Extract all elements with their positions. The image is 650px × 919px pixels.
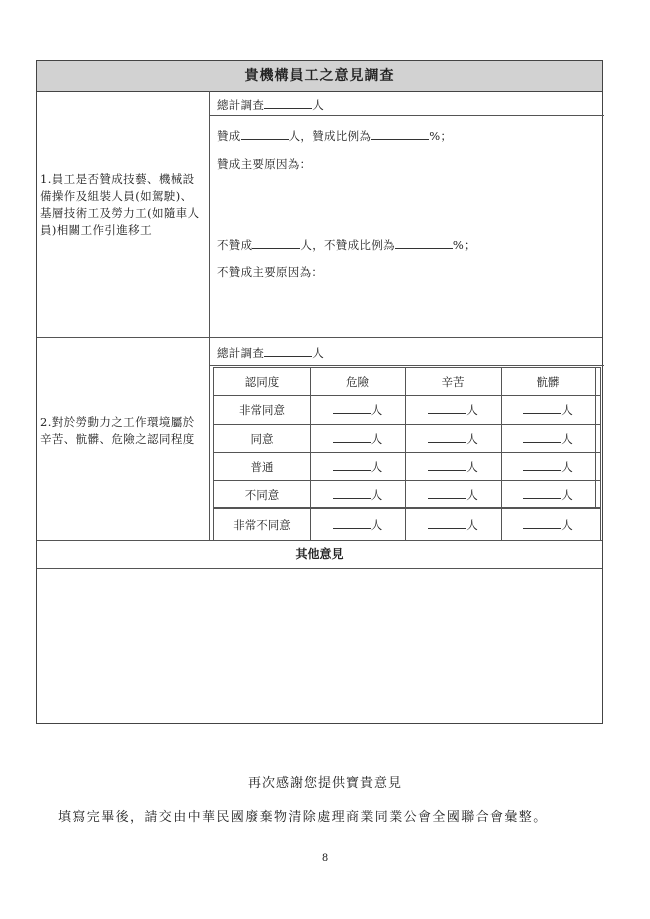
q1-total-prefix: 總計調查 [217,98,265,112]
q1-disagree-reason[interactable]: 不贊成主要原因為： [217,265,324,279]
row-divider [209,365,604,366]
q2-total-line [217,345,324,361]
agreement-table [213,367,601,509]
col-header-hardship: 辛苦 [441,375,465,389]
table-cell[interactable]: 人 [405,431,501,447]
q1-total-blank[interactable] [264,108,312,109]
instruction-text: 填寫完畢後，請交由中華民國廢棄物清除處理商業同業公會全國聯合會彙整。 [58,810,548,825]
q1-agree-count-blank[interactable] [241,139,289,140]
q1-disagree-line [217,237,476,253]
question-1: 1.員工是否贊成技藝、機械設備操作及組裝人員(如駕駛)、基層技術工及勞力工(如隨車人員)相關工作引進移工 [40,172,200,237]
table-cell[interactable]: 人 [501,402,595,418]
other-opinions-title: 其他意見 [295,547,344,561]
table-cell[interactable]: 人 [310,459,405,475]
table-cell[interactable]: 人 [405,459,501,475]
table-cell[interactable]: 人 [501,459,595,475]
other-opinions-area[interactable] [37,569,602,723]
row-label: 非常不同意 [233,518,291,532]
table-cell[interactable]: 人 [405,487,501,503]
form-header: 貴機構員工之意見調查 [37,61,602,92]
q2-total-suffix: 人 [312,346,325,360]
row-label: 不同意 [244,488,280,502]
col-header-danger: 危險 [346,375,369,389]
question-2: 2.對於勞動力之工作環境屬於辛苦、骯髒、危險之認同程度 [40,415,195,446]
q1-agree-line [217,128,452,144]
row-divider [209,115,604,116]
table-cell[interactable]: 人 [310,517,405,533]
column-divider [209,91,210,540]
table-cell[interactable]: 人 [310,487,405,503]
q1-disagree-count-blank[interactable] [252,248,300,249]
table-cell[interactable]: 人 [501,487,595,503]
q1-agree-ratio-blank[interactable] [371,139,429,140]
q1-disagree-mid: 人，不贊成比例為 [300,238,395,252]
q1-total-line [217,97,324,113]
table-cell[interactable]: 人 [501,431,595,447]
q1-total-suffix: 人 [312,98,325,112]
q1-disagree-ratio-blank[interactable] [395,248,453,249]
thanks-text: 再次感謝您提供寶貴意見 [247,776,402,791]
row-label: 非常同意 [239,403,285,417]
page-number: 8 [321,853,329,864]
table-cell[interactable]: 人 [501,517,595,533]
q2-total-prefix: 總計調查 [217,346,265,360]
section-divider [37,337,602,338]
row-label: 同意 [250,432,274,446]
q1-agree-prefix: 贊成 [217,129,241,143]
row-label: 普通 [250,460,274,474]
agreement-table-last-row [213,509,601,540]
table-cell[interactable]: 人 [405,402,501,418]
col-header-agreement: 認同度 [244,375,280,389]
table-cell[interactable]: 人 [310,402,405,418]
table-cell[interactable]: 人 [405,517,501,533]
q1-agree-reason[interactable]: 贊成主要原因為： [217,157,312,171]
q1-disagree-suffix: %； [452,238,476,252]
col-header-dirty: 骯髒 [536,375,560,389]
q1-agree-suffix: %； [429,129,453,143]
survey-form [36,60,603,724]
q2-total-blank[interactable] [264,356,312,357]
q1-disagree-prefix: 不贊成 [217,238,253,252]
table-cell[interactable]: 人 [310,431,405,447]
q1-agree-mid: 人，贊成比例為 [288,129,372,143]
